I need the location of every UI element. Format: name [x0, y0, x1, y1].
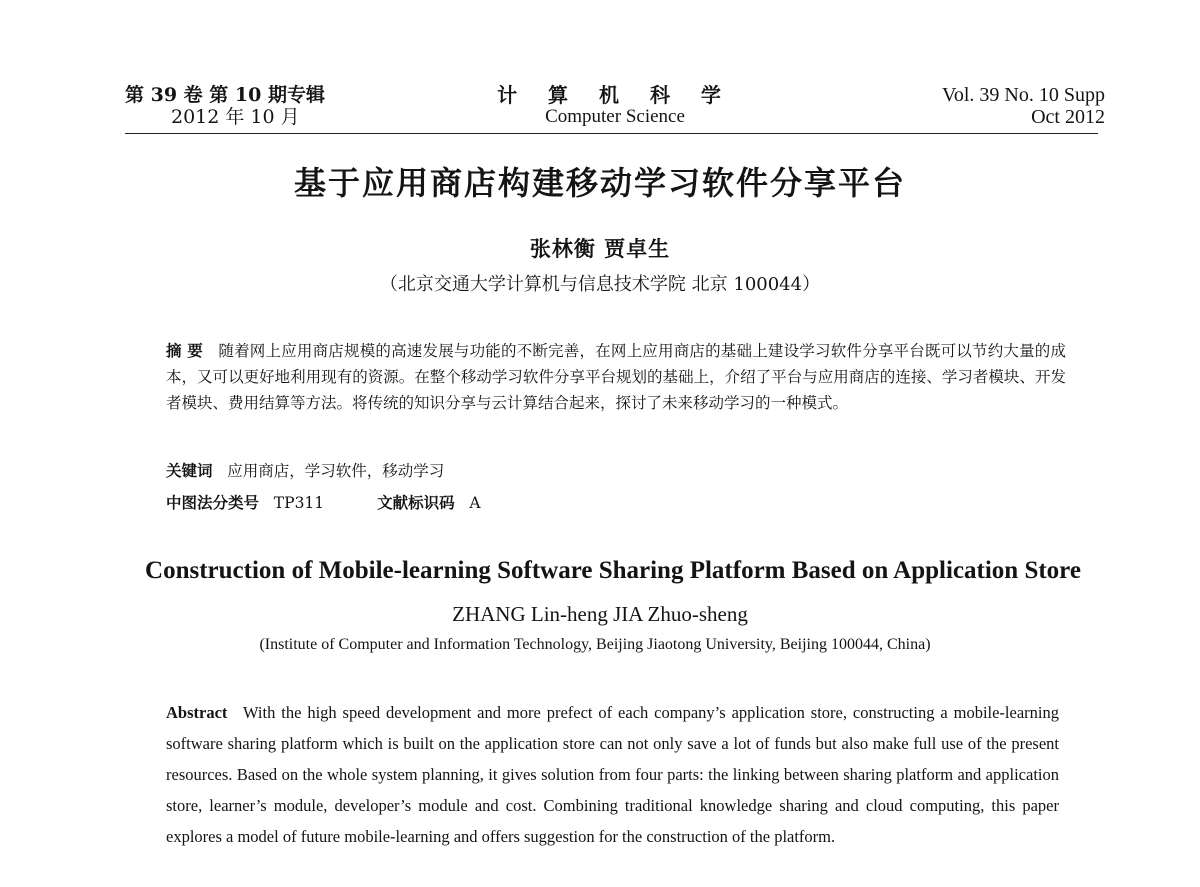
- abstract-en: [166, 697, 1059, 852]
- keywords-text-cn: 应用商店，学习软件，移动学习: [227, 462, 445, 480]
- classification-line: [166, 490, 481, 516]
- date-cn: 2012 年 10 月: [171, 106, 300, 128]
- doc-code-label: 文献标识码: [377, 494, 455, 512]
- abstract-label-en: Abstract: [166, 703, 228, 722]
- header-rule: [125, 133, 1098, 134]
- journal-name-en: Computer Science: [545, 106, 685, 127]
- paper-title-en: Construction of Mobile-learning Software Sharing Platform Based on Application Store: [145, 557, 1081, 584]
- clc-value: TP311: [273, 494, 325, 512]
- doc-code-value: A: [469, 494, 481, 512]
- abstract-text-en: With the high speed development and more prefect of each company’s application store, constructing a mobile-learning software sharing platform which is built on the application store can not only save a lot of funds but also make full use of the present resources. Based on the whole system planning, it gives solution from four parts: the linking between sharing platform and application store, learner’s module, developer’s module and cost. Combining traditional knowledge sharing and cloud computing, this paper explores a model of future mobile-learning and offers suggestion for the construction of the platform.: [166, 703, 1059, 846]
- journal-name-cn: 计 算 机 科 学: [497, 83, 733, 107]
- keywords-label-cn: 关键词: [166, 462, 213, 480]
- abstract-label-cn: 摘 要: [166, 342, 203, 360]
- affiliation-en: (Institute of Computer and Information Technology, Beijing Jiaotong University, Beijing 100044, China): [259, 636, 931, 653]
- volume-issue-cn: 第 39 卷 第 10 期专辑: [125, 84, 325, 106]
- header-right: [942, 84, 1105, 128]
- header-left: [125, 84, 325, 128]
- clc-label: 中图法分类号: [166, 494, 260, 512]
- date-en: Oct 2012: [1031, 106, 1105, 128]
- paper-title-cn: 基于应用商店构建移动学习软件分享平台: [293, 164, 906, 202]
- volume-issue-en: Vol. 39 No. 10 Supp: [942, 84, 1105, 106]
- authors-cn: 张林衡 贾卓生: [529, 237, 671, 261]
- affiliation-cn: （北京交通大学计算机与信息技术学院 北京 100044）: [379, 274, 821, 295]
- authors-en: ZHANG Lin-heng JIA Zhuo-sheng: [452, 602, 748, 626]
- keywords-cn: [166, 458, 444, 484]
- abstract-cn: [166, 338, 1066, 416]
- header-center: [465, 84, 765, 128]
- running-header: [125, 84, 1105, 132]
- abstract-text-cn: 随着网上应用商店规模的高速发展与功能的不断完善，在网上应用商店的基础上建设学习软件分享平台既可以节约大量的成本，又可以更好地利用现有的资源。在整个移动学习软件分享平台规划的基础上，介绍了平台与应用商店的连接、学习者模块、开发者模块、费用结算等方法。将传统的知识分享与云计算结合起来，探讨了未来移动学习的一种模式。: [166, 342, 1066, 412]
